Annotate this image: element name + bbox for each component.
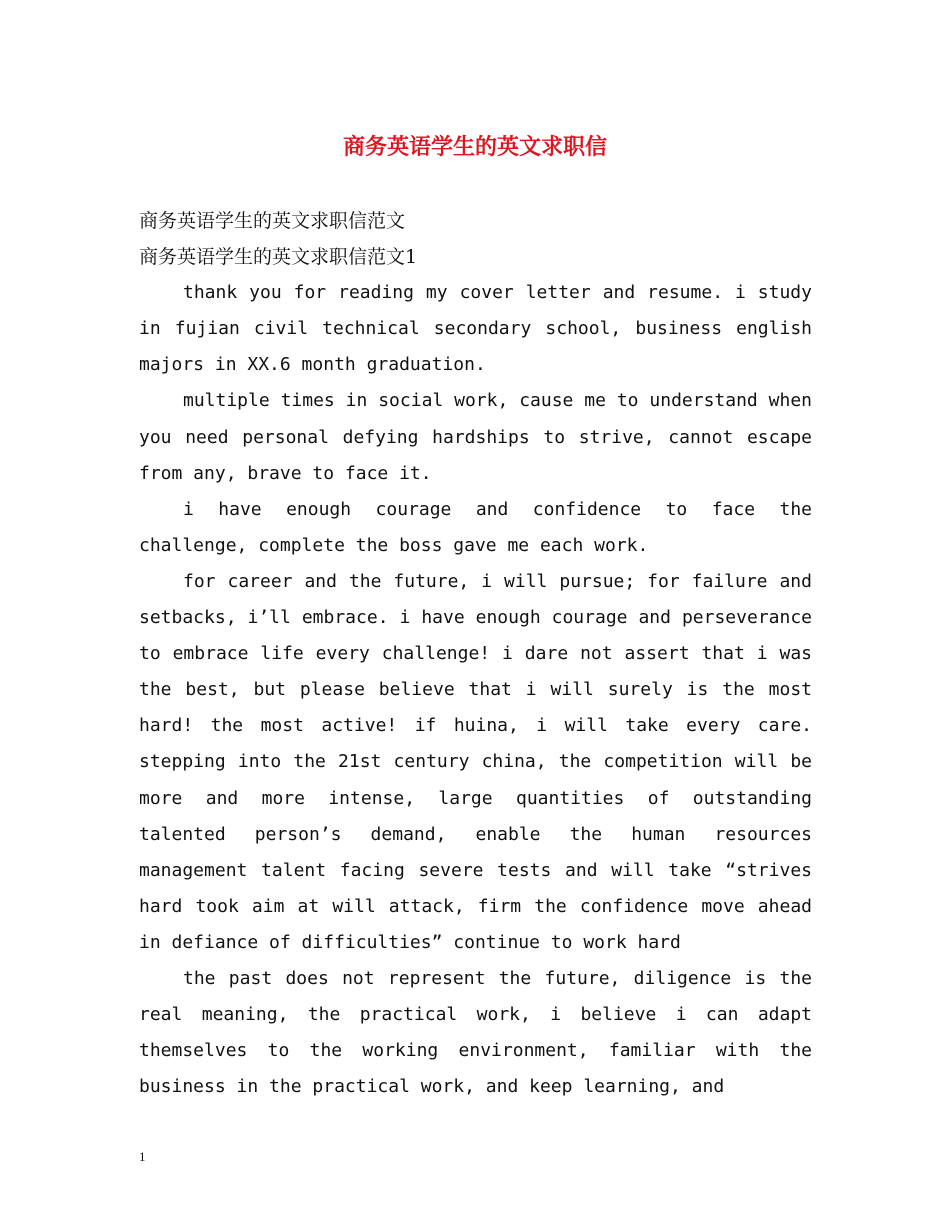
paragraph-intro: thank you for reading my cover letter and resume. i study in fujian civil technical secondary school, business english majors in XX.6 month graduation.	[139, 282, 812, 376]
subheading-sample-letter-1: 商务英语学生的英文求职信范文1	[139, 246, 418, 269]
paragraph-career: for career and the future, i will pursue; for failure and setbacks, i’ll embrace. i have enough courage and perseverance to embrace life every challenge! i dare not assert that i was the best, but please believe that i will surely is the most hard! the most active! if huina, i will take every care. stepping into the 21st century china, the competition will be more and more intense, large quantities of outstanding talented person’s demand, enable the human resources management talent facing severe tests and will take “strives hard took aim at will attack, firm the confidence move ahead in defiance of difficulties” continue to work hard	[139, 570, 812, 953]
paragraph-courage: i have enough courage and confidence to face the challenge, complete the boss gave me each work.	[139, 498, 812, 556]
document-title: 商务英语学生的英文求职信	[342, 134, 607, 160]
page-number: 1	[139, 1149, 146, 1164]
document-body	[139, 203, 812, 1105]
subheading-sample-letters: 商务英语学生的英文求职信范文	[139, 210, 406, 232]
paragraph-past-future: the past does not represent the future, diligence is the real meaning, the practical work, i believe i can adapt themselves to the working environment, familiar with the business in the practical work, and keep learning, and	[139, 967, 812, 1098]
paragraph-social-work: multiple times in social work, cause me to understand when you need personal defying hardships to strive, cannot escape from any, brave to face it.	[139, 390, 812, 484]
